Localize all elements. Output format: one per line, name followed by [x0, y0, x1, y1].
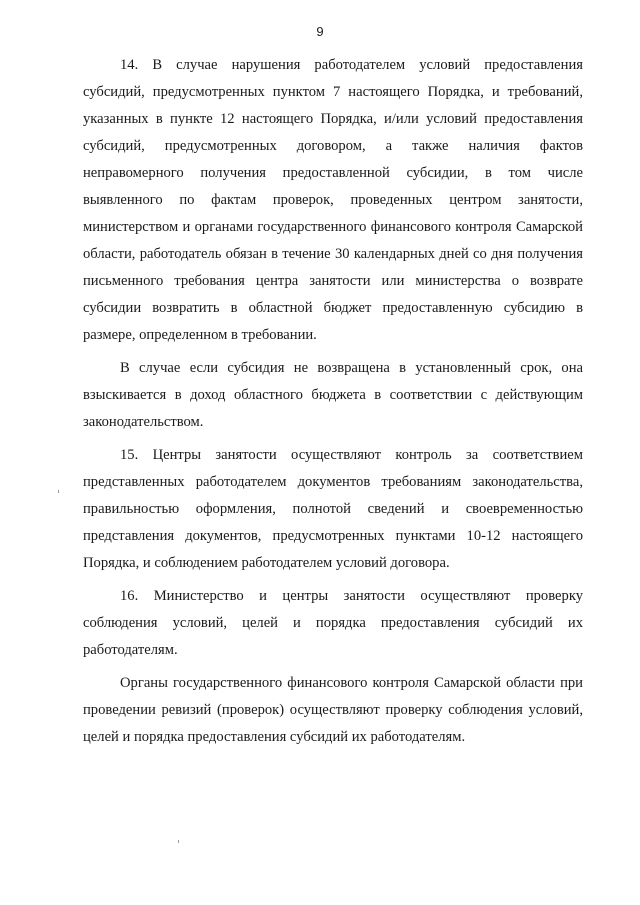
- paragraph-16: 16. Министерство и центры занятости осуществляют проверку соблюдения условий, целей и порядка предоставления субсидий их работодателям.: [83, 588, 583, 658]
- paragraph-14: 14. В случае нарушения работодателем условий предоставления субсидий, предусмотренных пунктом 7 настоящего Порядка, и требований, указанных в пункте 12 настоящего Порядка, и/или условий предоставления субсидий, предусмотренных договором, а также наличия фактов неправомерного получения предоставленной субсидии, в том числе выявленного по фактам проверок, проведенных центром занятости, министерством и органами государственного финансового контроля Самарской области, работодатель обязан в течение 30 календарных дней со дня получения письменного требования центра занятости или министерства о возврате субсидии возвратить в областной бюджет предоставленную субсидию в размере, определенном в требовании.: [83, 57, 583, 343]
- paragraph-14-refund-clause: В случае если субсидия не возвращена в установленный срок, она взыскивается в доход областного бюджета в соответствии с действующим законодательством.: [83, 360, 583, 430]
- paragraph-15: 15. Центры занятости осуществляют контроль за соответствием представленных работодателем документов требованиям законодательства, правильностью оформления, полнотой сведений и своевременностью представления документов, предусмотренных пунктами 10-12 настоящего Порядка, и соблюдением работодателем условий договора.: [83, 447, 583, 571]
- document-body: [83, 52, 583, 751]
- paragraph-16-control-bodies: Органы государственного финансового контроля Самарской области при проведении ревизий (проверок) осуществляют проверку соблюдения условий, целей и порядка предоставления субсидий их работодателям.: [83, 675, 583, 745]
- scan-mark: [178, 840, 179, 843]
- page-number: 9: [316, 24, 324, 39]
- scan-mark: [58, 490, 59, 493]
